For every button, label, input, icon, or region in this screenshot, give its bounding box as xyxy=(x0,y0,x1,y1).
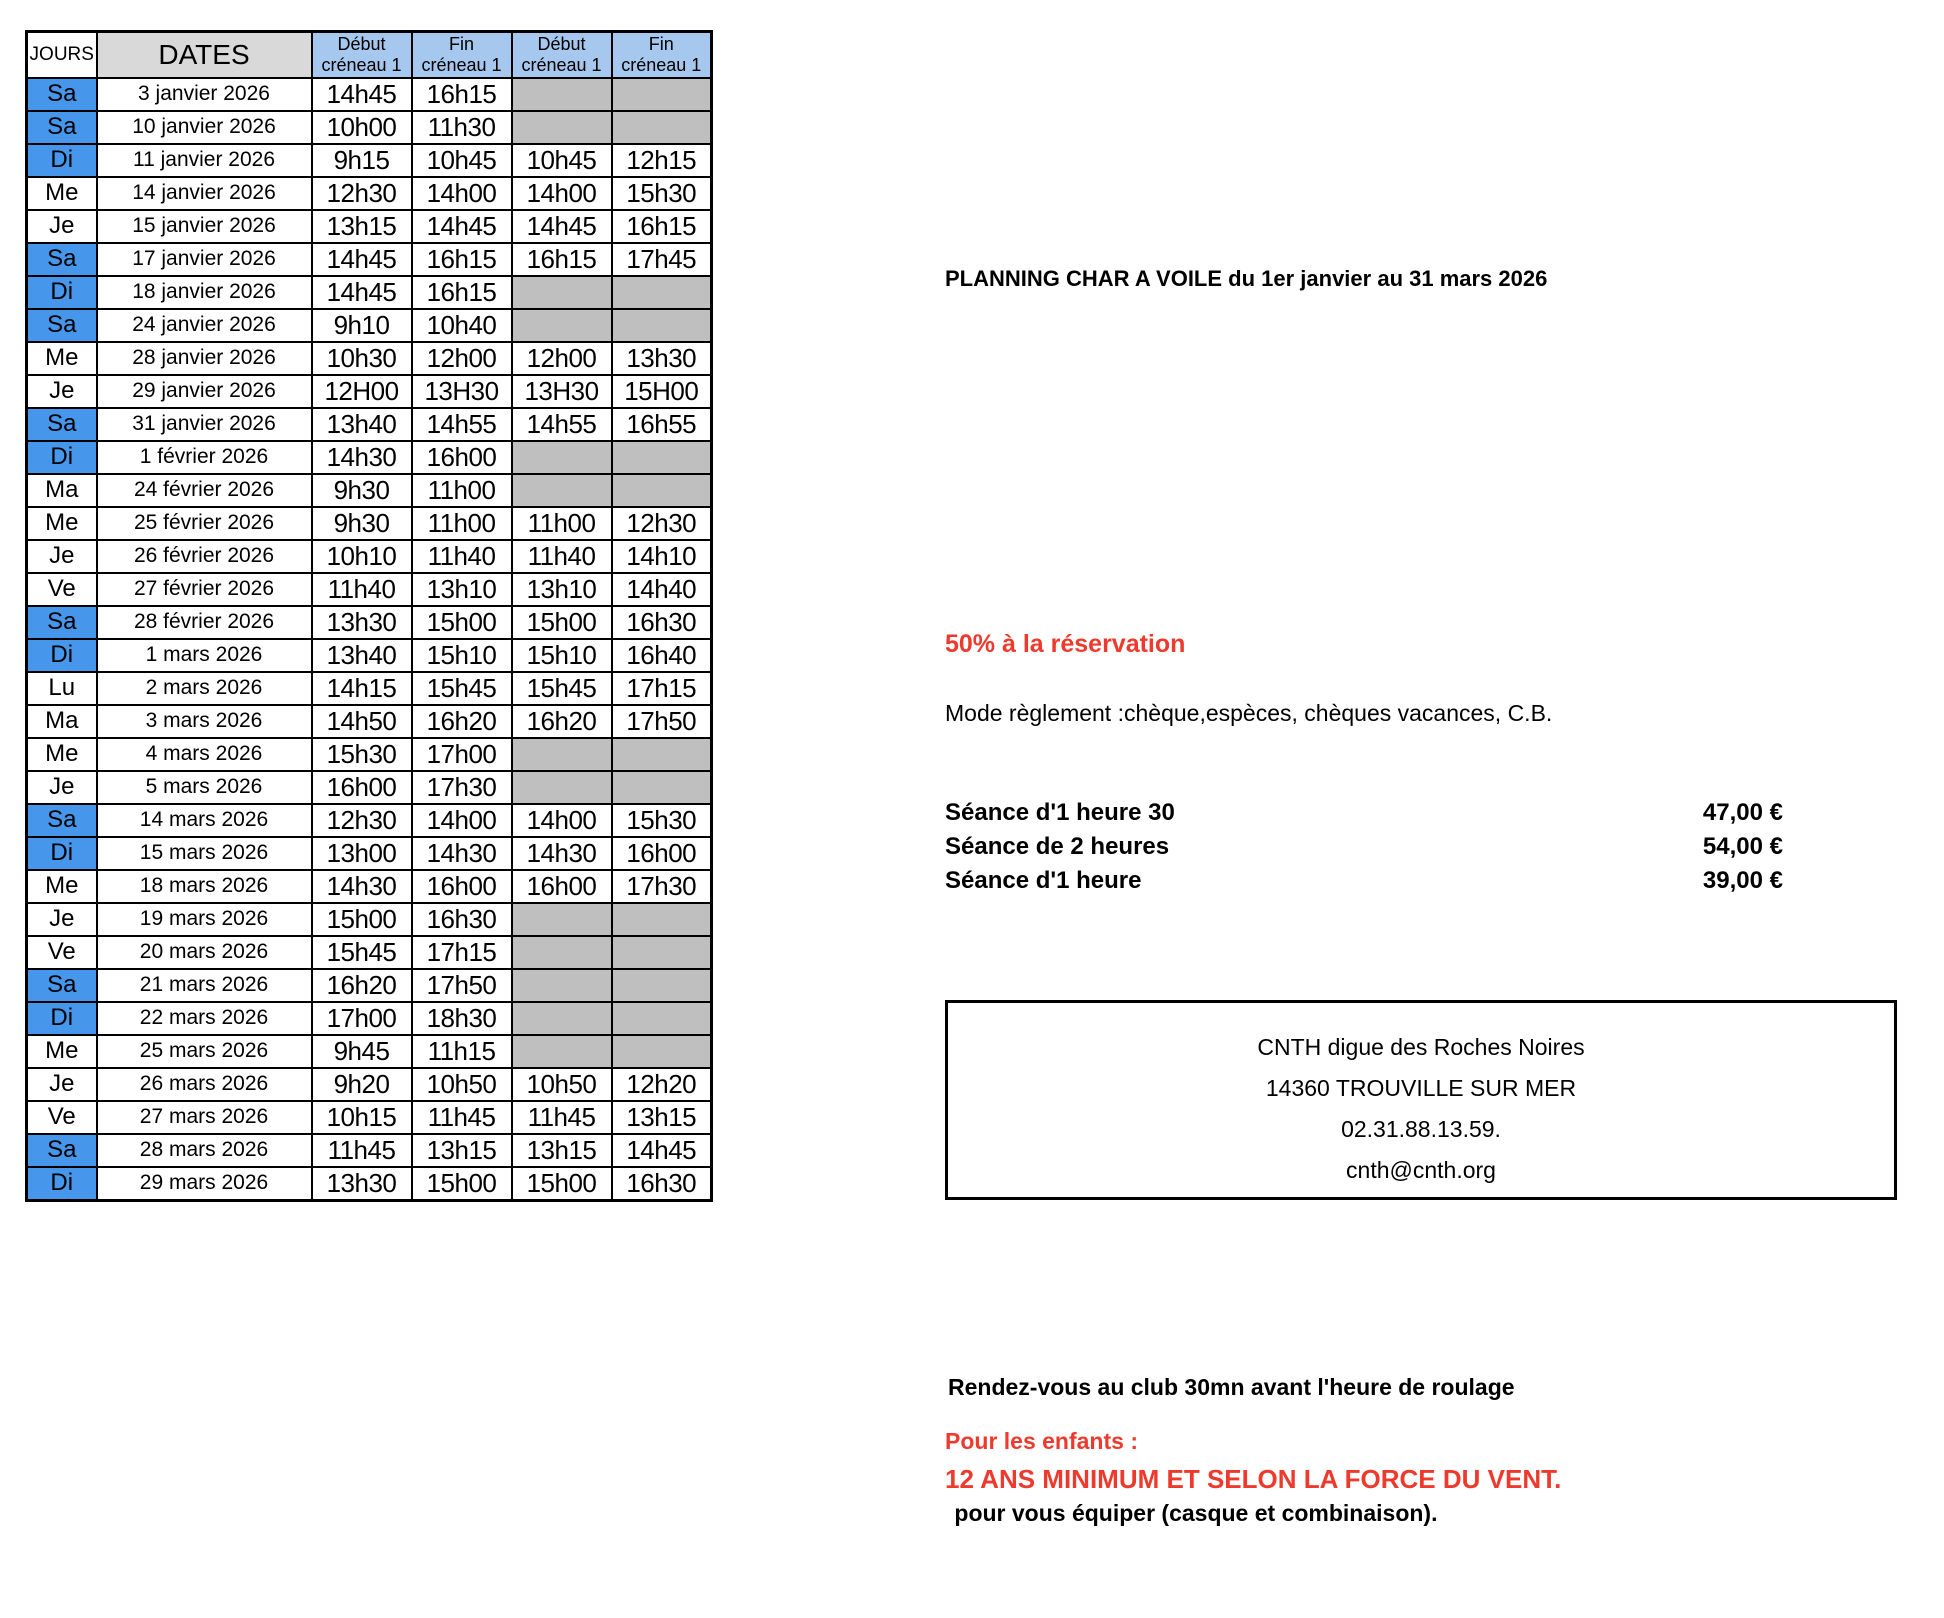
time-cell: 11h40 xyxy=(412,540,512,573)
time-cell: 14h15 xyxy=(312,672,412,705)
time-cell: 13h30 xyxy=(312,606,412,639)
time-cell: 12h15 xyxy=(612,144,712,177)
time-cell: 14h30 xyxy=(312,870,412,903)
time-cell: 11h45 xyxy=(412,1101,512,1134)
time-cell: 17h30 xyxy=(612,870,712,903)
time-cell: 11h30 xyxy=(412,111,512,144)
time-cell: 16h00 xyxy=(412,870,512,903)
date-cell: 2 mars 2026 xyxy=(97,672,312,705)
time-cell: 15h30 xyxy=(612,804,712,837)
header-line: Fin xyxy=(648,33,674,54)
time-cell xyxy=(512,276,612,309)
table-row xyxy=(27,309,712,342)
date-cell: 21 mars 2026 xyxy=(97,969,312,1002)
time-cell: 11h00 xyxy=(412,507,512,540)
time-cell: 14h45 xyxy=(612,1134,712,1167)
time-cell xyxy=(612,903,712,936)
time-cell xyxy=(512,474,612,507)
time-cell: 10h50 xyxy=(512,1068,612,1101)
time-cell xyxy=(612,474,712,507)
date-cell: 10 janvier 2026 xyxy=(97,111,312,144)
time-cell: 16h15 xyxy=(612,210,712,243)
time-cell: 11h00 xyxy=(412,474,512,507)
price-row xyxy=(945,864,1783,898)
day-cell: Sa xyxy=(27,969,97,1002)
day-cell: Ma xyxy=(27,474,97,507)
header-line: Fin xyxy=(448,33,474,54)
time-cell: 16h20 xyxy=(512,705,612,738)
table-row xyxy=(27,804,712,837)
time-cell: 16h15 xyxy=(412,243,512,276)
day-cell: Ma xyxy=(27,705,97,738)
time-cell: 12H00 xyxy=(312,375,412,408)
day-cell: Je xyxy=(27,540,97,573)
time-cell: 17h00 xyxy=(312,1002,412,1035)
time-cell: 16h30 xyxy=(612,1167,712,1201)
date-cell: 29 mars 2026 xyxy=(97,1167,312,1201)
time-cell: 17h50 xyxy=(412,969,512,1002)
day-cell: Sa xyxy=(27,243,97,276)
col-header-jours: JOURS xyxy=(27,32,97,78)
time-cell: 12h00 xyxy=(412,342,512,375)
table-row xyxy=(27,1101,712,1134)
date-cell: 15 mars 2026 xyxy=(97,837,312,870)
time-cell: 13h00 xyxy=(312,837,412,870)
time-cell: 14h45 xyxy=(412,210,512,243)
time-cell: 17h15 xyxy=(412,936,512,969)
date-cell: 22 mars 2026 xyxy=(97,1002,312,1035)
schedule-table-container xyxy=(25,30,713,1202)
day-cell: Me xyxy=(27,177,97,210)
date-cell: 31 janvier 2026 xyxy=(97,408,312,441)
time-cell: 13h15 xyxy=(312,210,412,243)
table-row xyxy=(27,111,712,144)
date-cell: 27 mars 2026 xyxy=(97,1101,312,1134)
price-value: 39,00 € xyxy=(1702,867,1783,894)
time-cell: 11h00 xyxy=(512,507,612,540)
time-cell xyxy=(512,738,612,771)
date-cell: 27 février 2026 xyxy=(97,573,312,606)
time-cell: 15h00 xyxy=(412,1167,512,1201)
date-cell: 28 janvier 2026 xyxy=(97,342,312,375)
time-cell xyxy=(612,78,712,111)
price-list xyxy=(945,796,1783,898)
date-cell: 15 janvier 2026 xyxy=(97,210,312,243)
day-cell: Sa xyxy=(27,111,97,144)
time-cell: 17h15 xyxy=(612,672,712,705)
time-cell xyxy=(612,738,712,771)
time-cell: 10h10 xyxy=(312,540,412,573)
date-cell: 18 janvier 2026 xyxy=(97,276,312,309)
table-row xyxy=(27,1068,712,1101)
table-row xyxy=(27,936,712,969)
table-row xyxy=(27,606,712,639)
header-line: Début xyxy=(537,33,586,54)
time-cell: 13H30 xyxy=(512,375,612,408)
table-row xyxy=(27,276,712,309)
deposit-note: 50% à la réservation xyxy=(945,630,1186,658)
time-cell xyxy=(512,903,612,936)
time-cell: 15h45 xyxy=(312,936,412,969)
time-cell xyxy=(512,78,612,111)
date-cell: 1 mars 2026 xyxy=(97,639,312,672)
day-cell: Di xyxy=(27,144,97,177)
time-cell xyxy=(512,1002,612,1035)
header-line: créneau 1 xyxy=(321,54,402,75)
table-row xyxy=(27,672,712,705)
payment-methods: Mode règlement :chèque,espèces, chèques vacances, C.B. xyxy=(945,700,1553,726)
price-row xyxy=(945,796,1783,830)
table-row xyxy=(27,870,712,903)
table-row xyxy=(27,177,712,210)
time-cell xyxy=(612,936,712,969)
date-cell: 26 mars 2026 xyxy=(97,1068,312,1101)
time-cell: 15h10 xyxy=(412,639,512,672)
time-cell: 11h40 xyxy=(312,573,412,606)
date-cell: 24 février 2026 xyxy=(97,474,312,507)
time-cell: 10h45 xyxy=(512,144,612,177)
time-cell: 11h40 xyxy=(512,540,612,573)
day-cell: Di xyxy=(27,1002,97,1035)
day-cell: Je xyxy=(27,1068,97,1101)
time-cell xyxy=(612,111,712,144)
day-cell: Je xyxy=(27,375,97,408)
time-cell xyxy=(512,111,612,144)
date-cell: 25 février 2026 xyxy=(97,507,312,540)
time-cell: 13h30 xyxy=(612,342,712,375)
children-rule: 12 ANS MINIMUM ET SELON LA FORCE DU VENT. xyxy=(945,1464,1562,1494)
table-row xyxy=(27,903,712,936)
time-cell: 12h30 xyxy=(312,804,412,837)
table-row xyxy=(27,474,712,507)
time-cell: 14h40 xyxy=(612,573,712,606)
time-cell: 13h15 xyxy=(512,1134,612,1167)
table-row xyxy=(27,78,712,111)
date-cell: 17 janvier 2026 xyxy=(97,243,312,276)
time-cell: 15h00 xyxy=(312,903,412,936)
time-cell: 13h10 xyxy=(412,573,512,606)
price-label: Séance d'1 heure 30 xyxy=(945,799,1175,826)
day-cell: Sa xyxy=(27,309,97,342)
date-cell: 25 mars 2026 xyxy=(97,1035,312,1068)
table-row xyxy=(27,1035,712,1068)
time-cell: 16h15 xyxy=(412,78,512,111)
time-cell: 16h00 xyxy=(512,870,612,903)
time-cell: 17h30 xyxy=(412,771,512,804)
time-cell: 16h15 xyxy=(512,243,612,276)
time-cell xyxy=(512,969,612,1002)
date-cell: 1 février 2026 xyxy=(97,441,312,474)
price-label: Séance de 2 heures xyxy=(945,833,1170,860)
time-cell: 16h20 xyxy=(312,969,412,1002)
day-cell: Je xyxy=(27,210,97,243)
table-row xyxy=(27,441,712,474)
contact-box xyxy=(945,1000,1897,1200)
time-cell: 14h30 xyxy=(412,837,512,870)
date-cell: 3 janvier 2026 xyxy=(97,78,312,111)
time-cell xyxy=(612,1002,712,1035)
time-cell xyxy=(612,1035,712,1068)
table-row xyxy=(27,507,712,540)
day-cell: Sa xyxy=(27,606,97,639)
time-cell: 14h00 xyxy=(412,804,512,837)
date-cell: 3 mars 2026 xyxy=(97,705,312,738)
date-cell: 14 janvier 2026 xyxy=(97,177,312,210)
time-cell: 11h45 xyxy=(512,1101,612,1134)
header-line: créneau 1 xyxy=(521,54,602,75)
day-cell: Lu xyxy=(27,672,97,705)
time-cell: 13H30 xyxy=(412,375,512,408)
date-cell: 26 février 2026 xyxy=(97,540,312,573)
time-cell: 13h40 xyxy=(312,639,412,672)
price-value: 47,00 € xyxy=(1702,799,1783,826)
time-cell: 13h40 xyxy=(312,408,412,441)
time-cell: 14h10 xyxy=(612,540,712,573)
header-row xyxy=(27,32,712,78)
time-cell xyxy=(512,441,612,474)
date-cell: 19 mars 2026 xyxy=(97,903,312,936)
day-cell: Me xyxy=(27,738,97,771)
time-cell: 16h30 xyxy=(412,903,512,936)
time-cell: 14h45 xyxy=(312,78,412,111)
time-cell: 16h00 xyxy=(312,771,412,804)
day-cell: Ve xyxy=(27,936,97,969)
time-cell: 10h50 xyxy=(412,1068,512,1101)
time-cell: 14h50 xyxy=(312,705,412,738)
day-cell: Sa xyxy=(27,408,97,441)
time-cell: 14h00 xyxy=(412,177,512,210)
day-cell: Me xyxy=(27,507,97,540)
table-row xyxy=(27,408,712,441)
time-cell: 16h00 xyxy=(612,837,712,870)
meeting-line: Rendez-vous au club 30mn avant l'heure de roulage xyxy=(948,1374,1515,1400)
time-cell: 13h10 xyxy=(512,573,612,606)
time-cell: 15h30 xyxy=(612,177,712,210)
time-cell: 16h40 xyxy=(612,639,712,672)
time-cell: 13h15 xyxy=(612,1101,712,1134)
date-cell: 29 janvier 2026 xyxy=(97,375,312,408)
time-cell xyxy=(512,936,612,969)
time-cell: 12h30 xyxy=(612,507,712,540)
day-cell: Me xyxy=(27,870,97,903)
time-cell: 12h30 xyxy=(312,177,412,210)
date-cell: 20 mars 2026 xyxy=(97,936,312,969)
time-cell: 11h45 xyxy=(312,1134,412,1167)
time-cell: 15h45 xyxy=(512,672,612,705)
time-cell: 17h45 xyxy=(612,243,712,276)
table-row xyxy=(27,1134,712,1167)
time-cell xyxy=(612,309,712,342)
time-cell: 9h20 xyxy=(312,1068,412,1101)
header-line: créneau 1 xyxy=(421,54,502,75)
col-header-debut-creneau-2 xyxy=(512,32,612,78)
page-title: PLANNING CHAR A VOILE du 1er janvier au 31 mars 2026 xyxy=(945,266,1548,291)
time-cell: 14h45 xyxy=(512,210,612,243)
price-label: Séance d'1 heure xyxy=(945,867,1142,894)
time-cell: 17h00 xyxy=(412,738,512,771)
table-row xyxy=(27,969,712,1002)
day-cell: Di xyxy=(27,1167,97,1201)
table-row xyxy=(27,342,712,375)
contact-email: cnth@cnth.org xyxy=(1346,1157,1496,1183)
time-cell: 15h00 xyxy=(512,1167,612,1201)
table-row xyxy=(27,210,712,243)
time-cell: 15h30 xyxy=(312,738,412,771)
price-value: 54,00 € xyxy=(1702,833,1783,860)
header-line: Début xyxy=(337,33,386,54)
day-cell: Sa xyxy=(27,78,97,111)
time-cell xyxy=(512,771,612,804)
time-cell: 12h00 xyxy=(512,342,612,375)
contact-phone: 02.31.88.13.59. xyxy=(1341,1116,1501,1142)
meeting-line: pour vous équiper (casque et combinaison). xyxy=(948,1500,1438,1526)
time-cell: 16h30 xyxy=(612,606,712,639)
table-row xyxy=(27,1167,712,1201)
table-row xyxy=(27,705,712,738)
time-cell xyxy=(612,969,712,1002)
day-cell: Di xyxy=(27,276,97,309)
time-cell: 10h40 xyxy=(412,309,512,342)
day-cell: Di xyxy=(27,639,97,672)
time-cell: 14h45 xyxy=(312,243,412,276)
time-cell: 14h55 xyxy=(412,408,512,441)
date-cell: 28 mars 2026 xyxy=(97,1134,312,1167)
date-cell: 18 mars 2026 xyxy=(97,870,312,903)
col-header-debut-creneau-1 xyxy=(312,32,412,78)
time-cell: 14h30 xyxy=(512,837,612,870)
time-cell: 13h15 xyxy=(412,1134,512,1167)
time-cell: 13h30 xyxy=(312,1167,412,1201)
time-cell: 15h10 xyxy=(512,639,612,672)
day-cell: Me xyxy=(27,1035,97,1068)
header-line: créneau 1 xyxy=(621,54,702,75)
time-cell: 11h15 xyxy=(412,1035,512,1068)
time-cell: 17h50 xyxy=(612,705,712,738)
table-row xyxy=(27,243,712,276)
col-header-fin-creneau-1 xyxy=(412,32,512,78)
date-cell: 5 mars 2026 xyxy=(97,771,312,804)
time-cell: 15H00 xyxy=(612,375,712,408)
time-cell: 14h00 xyxy=(512,177,612,210)
time-cell: 14h45 xyxy=(312,276,412,309)
schedule-table xyxy=(25,30,713,1202)
time-cell: 9h15 xyxy=(312,144,412,177)
children-heading: Pour les enfants : xyxy=(945,1428,1138,1454)
time-cell: 15h45 xyxy=(412,672,512,705)
table-row xyxy=(27,540,712,573)
time-cell: 9h30 xyxy=(312,507,412,540)
children-notice xyxy=(945,1428,1561,1495)
time-cell: 10h45 xyxy=(412,144,512,177)
table-row xyxy=(27,144,712,177)
table-row xyxy=(27,837,712,870)
day-cell: Sa xyxy=(27,804,97,837)
contact-name: CNTH digue des Roches Noires xyxy=(1257,1034,1585,1060)
schedule-table-body xyxy=(27,78,712,1201)
day-cell: Me xyxy=(27,342,97,375)
day-cell: Di xyxy=(27,837,97,870)
time-cell: 10h00 xyxy=(312,111,412,144)
date-cell: 28 février 2026 xyxy=(97,606,312,639)
time-cell: 10h30 xyxy=(312,342,412,375)
day-cell: Ve xyxy=(27,573,97,606)
date-cell: 24 janvier 2026 xyxy=(97,309,312,342)
time-cell xyxy=(512,1035,612,1068)
time-cell xyxy=(612,441,712,474)
time-cell: 9h45 xyxy=(312,1035,412,1068)
day-cell: Je xyxy=(27,771,97,804)
time-cell: 18h30 xyxy=(412,1002,512,1035)
time-cell: 9h30 xyxy=(312,474,412,507)
time-cell: 12h20 xyxy=(612,1068,712,1101)
time-cell: 9h10 xyxy=(312,309,412,342)
date-cell: 14 mars 2026 xyxy=(97,804,312,837)
day-cell: Sa xyxy=(27,1134,97,1167)
day-cell: Di xyxy=(27,441,97,474)
time-cell: 16h00 xyxy=(412,441,512,474)
day-cell: Ve xyxy=(27,1101,97,1134)
contact-city: 14360 TROUVILLE SUR MER xyxy=(1265,1075,1577,1101)
table-row xyxy=(27,738,712,771)
time-cell: 15h00 xyxy=(412,606,512,639)
time-cell xyxy=(612,771,712,804)
time-cell: 16h15 xyxy=(412,276,512,309)
time-cell: 14h30 xyxy=(312,441,412,474)
col-header-fin-creneau-2 xyxy=(612,32,712,78)
time-cell: 16h20 xyxy=(412,705,512,738)
table-row xyxy=(27,1002,712,1035)
date-cell: 11 janvier 2026 xyxy=(97,144,312,177)
col-header-dates: DATES xyxy=(97,32,312,78)
table-row xyxy=(27,375,712,408)
price-row xyxy=(945,830,1783,864)
time-cell: 16h55 xyxy=(612,408,712,441)
time-cell: 14h55 xyxy=(512,408,612,441)
time-cell: 14h00 xyxy=(512,804,612,837)
table-row xyxy=(27,771,712,804)
time-cell: 10h15 xyxy=(312,1101,412,1134)
date-cell: 4 mars 2026 xyxy=(97,738,312,771)
day-cell: Je xyxy=(27,903,97,936)
time-cell: 15h00 xyxy=(512,606,612,639)
table-row xyxy=(27,573,712,606)
time-cell xyxy=(612,276,712,309)
time-cell xyxy=(512,309,612,342)
table-row xyxy=(27,639,712,672)
